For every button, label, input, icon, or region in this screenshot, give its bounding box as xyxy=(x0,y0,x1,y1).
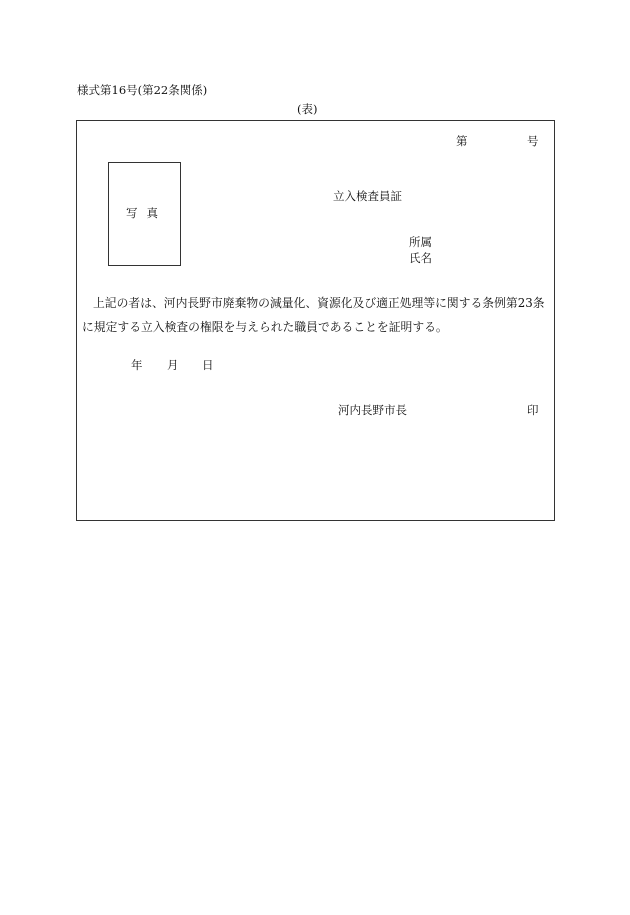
number-suffix: 号 xyxy=(527,134,539,148)
date-month-label: 月 xyxy=(167,358,179,372)
certification-text-line-2: に規定する立入検査の権限を与えられた職員であることを証明する。 xyxy=(82,320,448,334)
form-number-title: 様式第16号(第22条関係) xyxy=(77,83,208,97)
seal-mark: 印 xyxy=(527,403,539,417)
number-prefix: 第 xyxy=(456,134,468,148)
issuer-name: 河内長野市長 xyxy=(338,403,407,417)
affiliation-label: 所属 xyxy=(409,235,432,249)
photo-label: 写真 xyxy=(126,206,167,220)
certification-text-line-1: 上記の者は、河内長野市廃棄物の減量化、資源化及び適正処理等に関する条例第23条 xyxy=(93,296,545,310)
date-day-label: 日 xyxy=(202,358,214,372)
card-title: 立入検査員証 xyxy=(333,189,402,203)
date-year-label: 年 xyxy=(131,358,143,372)
name-label: 氏名 xyxy=(409,251,432,265)
front-side-label: (表) xyxy=(297,102,318,116)
